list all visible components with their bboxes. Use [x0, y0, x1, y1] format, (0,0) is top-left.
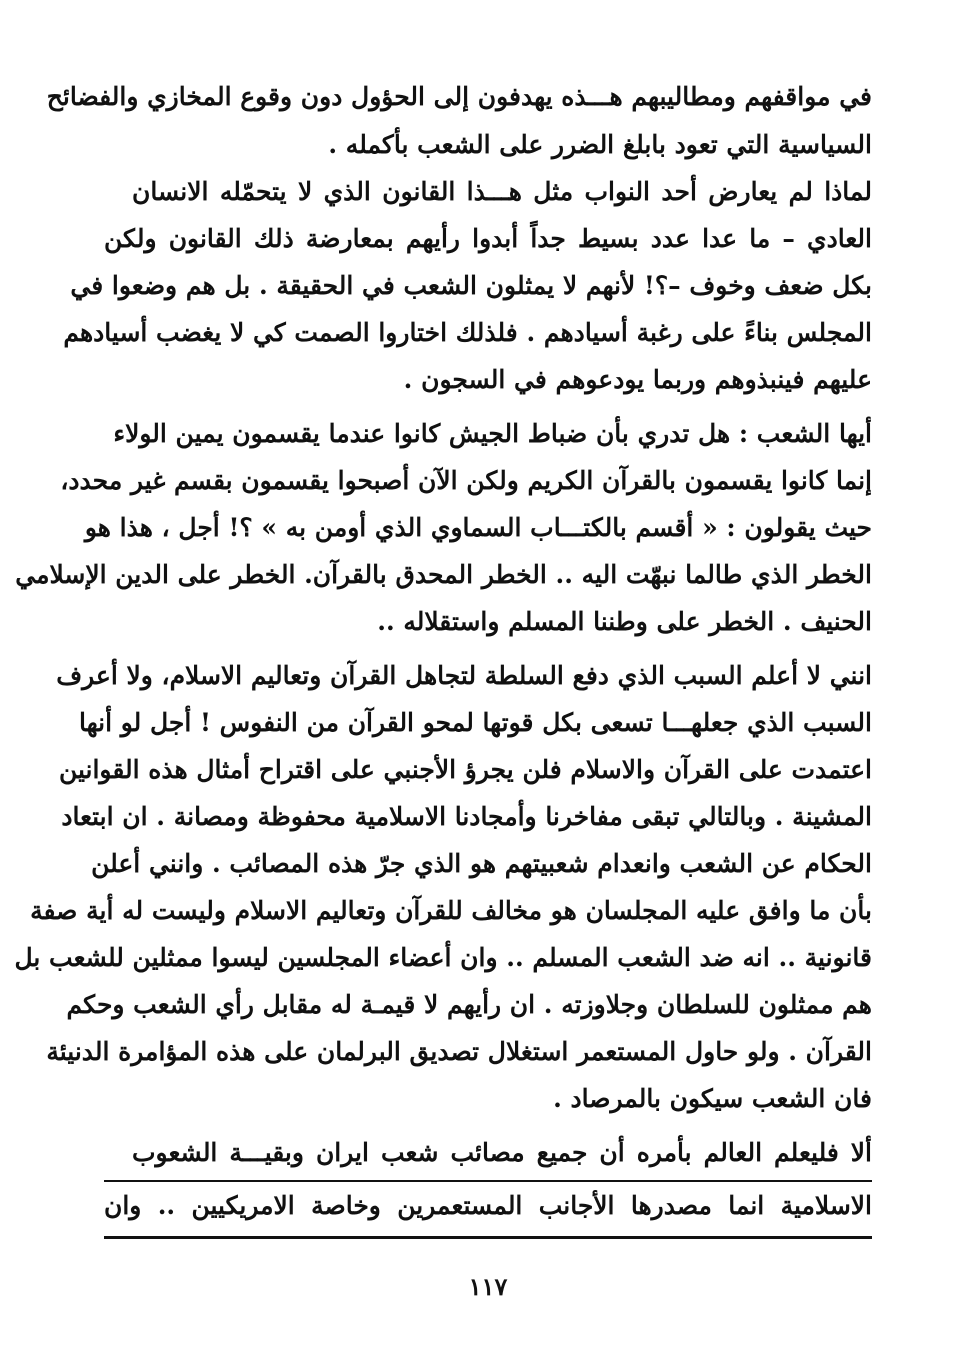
- text-rule-bottom: [104, 1236, 872, 1239]
- text-line: السياسية التي تعود بابلغ الضرر على الشعب بأكمله .: [328, 130, 872, 159]
- text-line: الخطر الذي طالما نبهّت اليه .. الخطر المحدق بالقرآن. الخطر على الدين الإسلامي: [15, 560, 872, 589]
- text-line: القرآن . ولو حاول المستعمر استغلال تصديق البرلمان على هذه المؤامرة الدنيئة: [46, 1037, 872, 1066]
- text-line: في مواقفهم ومطاليبهم هـــذه يهدفون إلى الحؤول دون وقوع المخازي والفضائح: [46, 82, 872, 111]
- text-line: اعتمدت على القرآن والاسلام فلن يجرؤ الأجنبي على اقتراح أمثال هذه القوانين: [58, 755, 872, 784]
- text-line: ألا فليعلم العالم بأمره أن جميع مصائب شعب ايران وبقيـــة الشعوب: [132, 1138, 872, 1167]
- text-line: العادي – ما عدا عدد بسيط جداً أبدوا رأيهم بمعارضة ذلك القانون ولكن: [104, 224, 872, 253]
- text-line: بأن ما وافق عليه المجلسان هو مخالف للقرآن وتعاليم الاسلام وليست له أية صفة: [30, 896, 872, 925]
- text-line: لماذا لم يعارض أحد النواب مثل هـــذا القانون الذي لا يتحمّله الانسان: [132, 177, 872, 206]
- text-line: حيث يقولون : « أقسم بالكتـــاب السماوي الذي أومن به » ؟! أجل ، هذا هو: [84, 513, 872, 542]
- page-number: ١١٧: [468, 1272, 508, 1301]
- text-line: الحكام عن الشعب وانعدام شعبيتهم هو الذي جرّ هذه المصائب . وانني أعلن: [91, 849, 872, 878]
- text-line: الحنيف . الخطر على وطننا المسلم واستقلاله ..: [377, 607, 872, 636]
- text-line: السبب الذي جعلهـــا تسعى بكل قوتها لمحو القرآن من النفوس ! أجل لو أنها: [78, 708, 872, 737]
- text-line: أيها الشعب : هل تدري بأن ضباط الجيش كانوا عندما يقسمون يمين الولاء: [113, 419, 872, 448]
- text-line: المجلس بناءً على رغبة أسيادهم . فلذلك اختاروا الصمت كي لا يغضب أسيادهم: [63, 318, 872, 347]
- text-rule-top: [104, 1180, 872, 1182]
- text-line: عليهم فينبذوهم وربما يودعوهم في السجون .: [403, 365, 872, 394]
- text-line: هم ممثلون للسلطان وجلاوزته . ان رأيهم لا قيمـة له مقابل رأي الشعب وحكم: [66, 990, 872, 1019]
- text-line: إنما كانوا يقسمون بالقرآن الكريم ولكن الآن أصبحوا يقسمون بقسم غير محدد،: [60, 466, 872, 495]
- text-line: بكل ضعف وخوف –؟! لأنهم لا يمثلون الشعب في الحقيقة . بل هم وضعوا في: [70, 271, 872, 300]
- text-line: الاسلامية انما مصدرها الأجانب المستعمرين وخاصة الامريكيين .. وان: [104, 1191, 872, 1220]
- text-line: انني لا أعلم السبب الذي دفع السلطة لتجاهل القرآن وتعاليم الاسلام، ولا أعرف: [56, 661, 872, 690]
- text-line: المشينة . وبالتالي تبقى مفاخرنا وأمجادنا الاسلامية محفوظة ومصانة . ان ابتعاد: [61, 802, 872, 831]
- text-line: قانونية .. انه ضد الشعب المسلم .. وان أعضاء المجلسين ليسوا ممثلين للشعب بل: [14, 943, 872, 972]
- text-line: فان الشعب سيكون بالمرصاد .: [553, 1084, 872, 1113]
